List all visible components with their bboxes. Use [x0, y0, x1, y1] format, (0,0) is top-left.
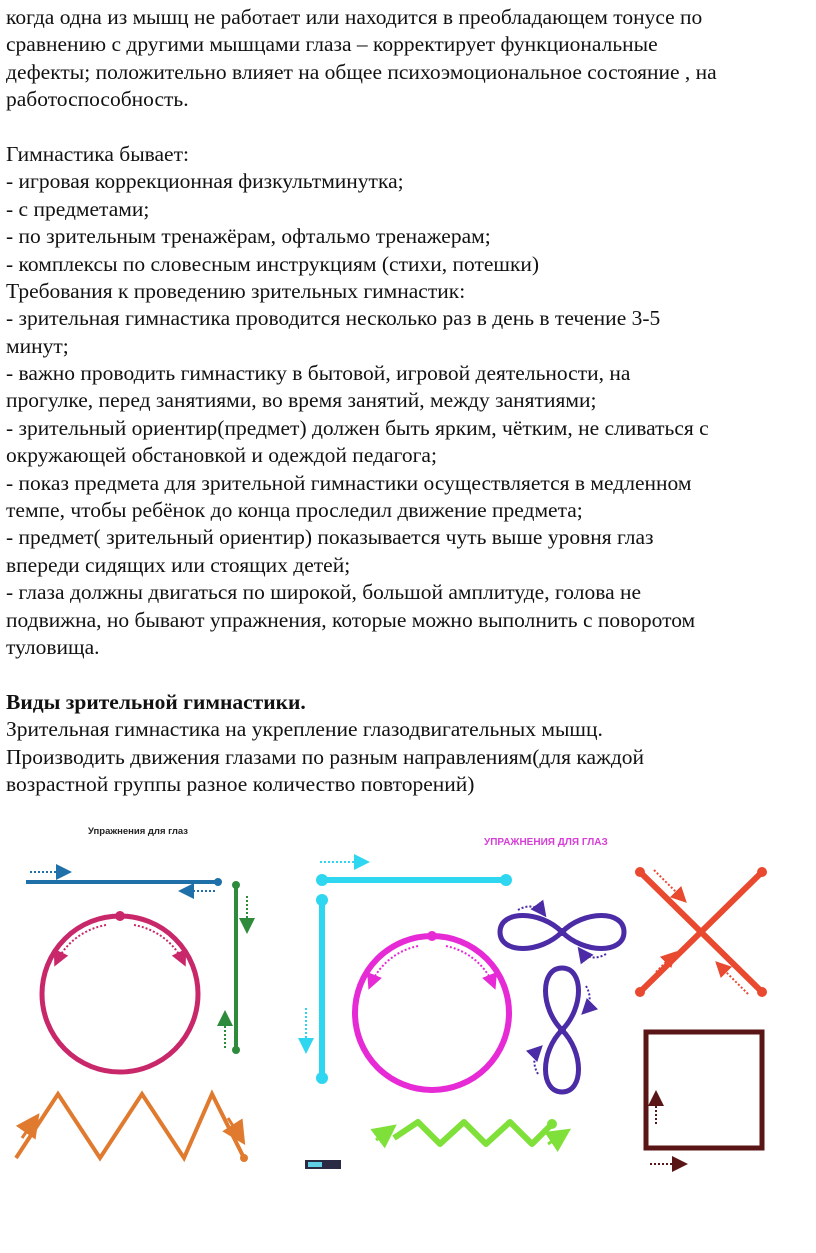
text-line: - предмет( зрительный ориентир) показывается чуть выше уровня глаз: [6, 525, 654, 550]
eye-exercise-figure: [0, 818, 816, 1198]
right-figure-title: УПРАЖНЕНИЯ ДЛЯ ГЛАЗ: [484, 837, 608, 848]
text-line: прогулке, перед занятиями, во время занятий, между занятиями;: [6, 388, 597, 413]
list-item: - по зрительным тренажёрам, офтальмо тренажерам;: [6, 224, 491, 249]
text-line: возрастной группы разное количество повторений): [6, 771, 475, 796]
circle-exercise: [42, 911, 198, 1072]
diagonal-cross-exercise: [635, 867, 767, 997]
text-line: темпе, чтобы ребёнок до конца проследил движение предмета;: [6, 498, 583, 523]
exercise-diagrams: [0, 818, 816, 1198]
text-line: окружающей обстановкой и одеждой педагога;: [6, 443, 437, 468]
zigzag-exercise: [16, 1094, 248, 1162]
right-exercise-panel: [635, 867, 767, 1164]
middle-exercise-panel: [305, 862, 624, 1169]
circle-exercise: [355, 931, 509, 1090]
square-exercise: [646, 1032, 762, 1164]
zigzag-exercise: [376, 1119, 566, 1144]
text-line: работоспособность.: [6, 87, 189, 112]
text-line: - показ предмета для зрительной гимнастики осуществляется в медленном: [6, 470, 692, 495]
text-line: - важно проводить гимнастику в бытовой, игровой деятельности, на: [6, 361, 631, 386]
text-line: - глаза должны двигаться по широкой, большой амплитуде, голова не: [6, 580, 642, 605]
list-item: - с предметами;: [6, 196, 150, 221]
text-line: когда одна из мышц не работает или находится в преобладающем тонусе по: [6, 5, 703, 29]
text-line: - зрительный ориентир(предмет) должен быть ярким, чётким, не сливаться с: [6, 415, 709, 440]
text-line: подвижна, но бывают упражнения, которые можно выполнить с поворотом: [6, 607, 696, 632]
types-heading: Виды зрительной гимнастики.: [6, 689, 306, 714]
document-text: [6, 4, 812, 798]
text-line: Производить движения глазами по разным направлениям(для каждой: [6, 744, 645, 769]
corner-lines-exercise: [306, 862, 512, 1084]
blank-line: [6, 661, 812, 688]
left-figure-title: Упражнения для глаз: [88, 826, 189, 837]
text-line: туловища.: [6, 634, 100, 659]
text-line: впереди сидящих или стоящих детей;: [6, 552, 351, 577]
vertical-infinity-exercise: [534, 968, 589, 1092]
text-line: сравнению с другими мышцами глаза – корректирует функциональные: [6, 32, 658, 57]
horizontal-line-exercise: [26, 872, 222, 891]
text-line: дефекты; положительно влияет на общее психоэмоциональное состояние , на: [6, 59, 717, 84]
text-line: Зрительная гимнастика на укрепление глазодвигательных мышц.: [6, 717, 603, 742]
blank-line: [6, 114, 812, 141]
requirements-title: Требования к проведению зрительных гимнастик:: [6, 278, 466, 303]
vertical-line-exercise: [225, 881, 247, 1054]
text-line: - зрительная гимнастика проводится несколько раз в день в течение 3-5: [6, 306, 661, 331]
left-exercise-panel: [16, 872, 248, 1162]
list-item: - комплексы по словесным инструкциям (стихи, потешки): [6, 251, 540, 276]
list-item: - игровая коррекционная физкультминутка;: [6, 169, 404, 194]
gymnastics-title: Гимнастика бывает:: [6, 141, 189, 166]
horizontal-infinity-exercise: [500, 907, 624, 958]
text-line: минут;: [6, 333, 69, 358]
